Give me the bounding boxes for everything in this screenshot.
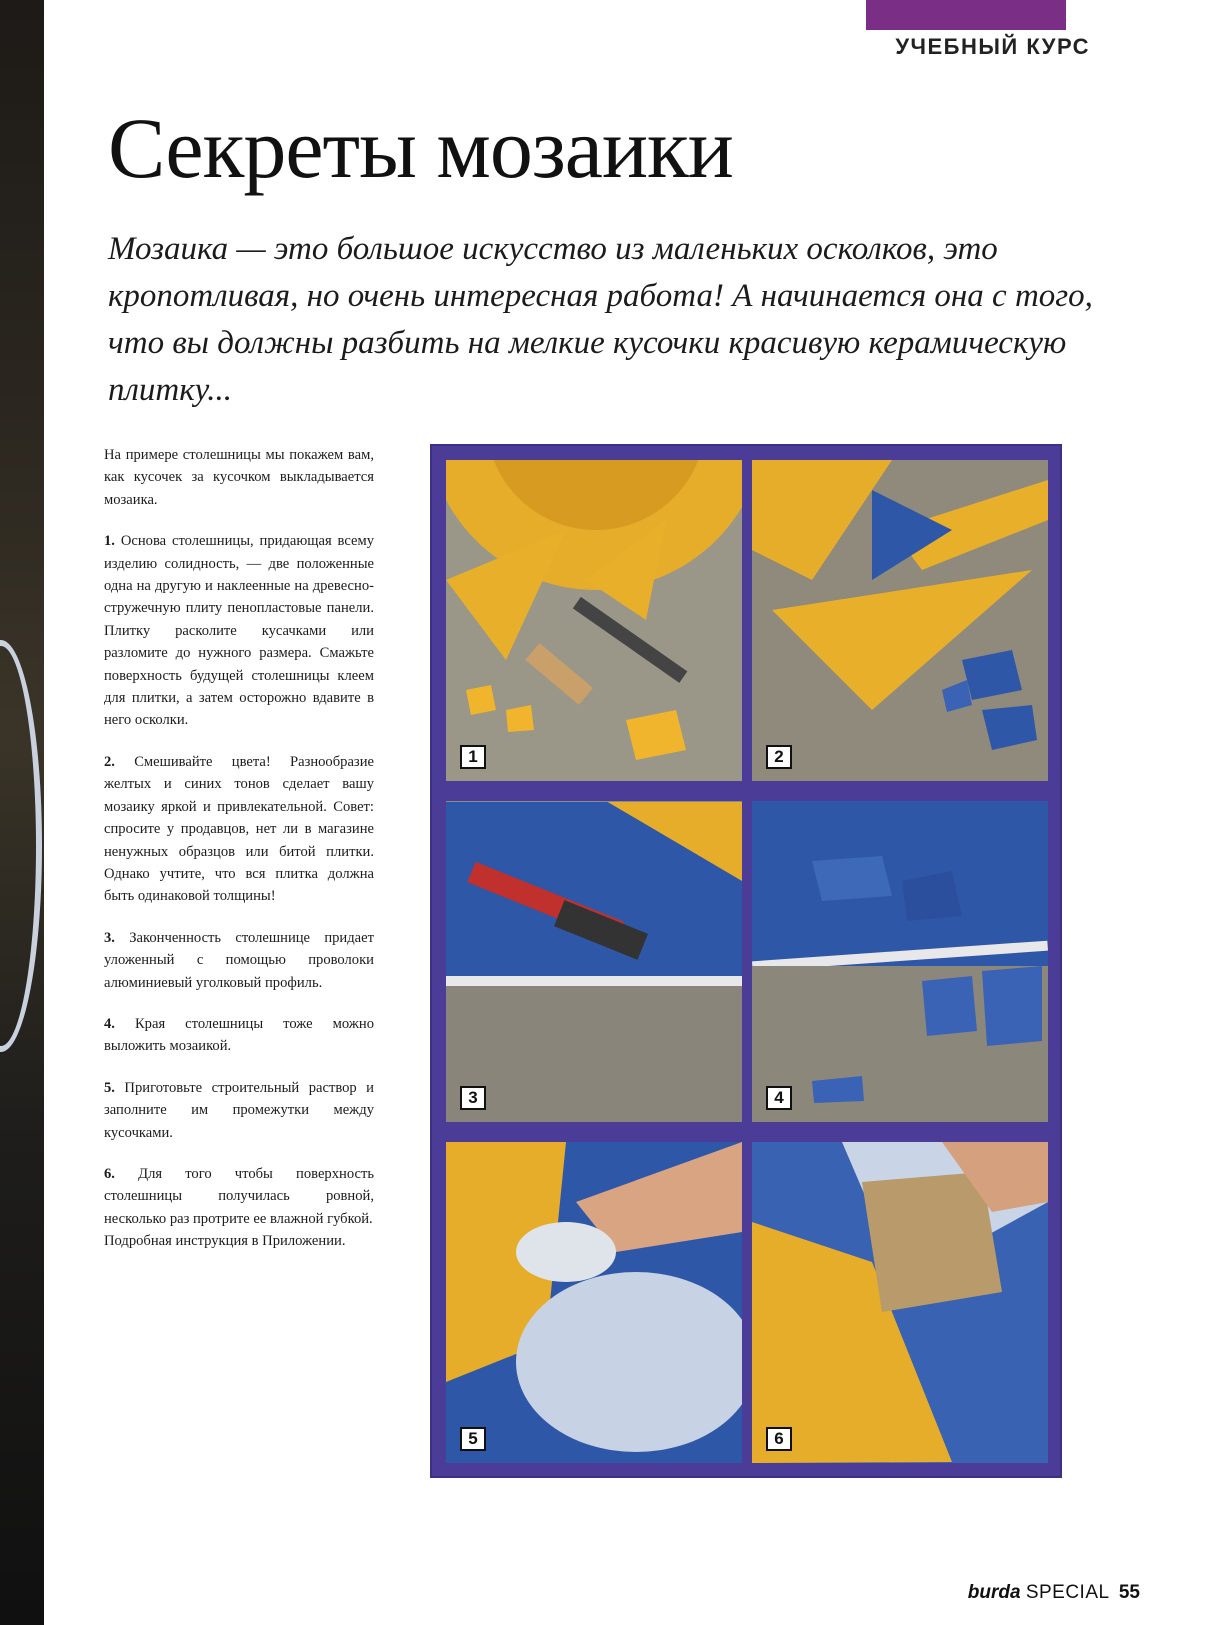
step-text: Приготовьте строительный раствор и заполните им промежутки между кусочками.: [104, 1079, 374, 1141]
mosaic-edge-profile-photo: [446, 801, 742, 1122]
step-text: Основа столешницы, придающая всему изделию солидность, — две положенные одна на другую и наклеенные на древесно-стружечную плиту пенопластовые панели. Плитку расколите кусачками или разломите до нужного размера. Смажьте поверхность будущей столешницы клеем для плитки, а затем осторожно вдавите в него осколки.: [104, 533, 374, 729]
step-photo-1: [446, 460, 742, 781]
step-number: 1.: [104, 533, 115, 550]
step-number: 3.: [104, 929, 115, 946]
step-photo-6: [752, 1142, 1048, 1463]
intro-paragraph: На примере столешницы мы покажем вам, как кусочек за кусочком выкладывается мозаика.: [104, 447, 374, 508]
step-4: [104, 1013, 374, 1058]
step-photos-panel: [430, 444, 1062, 1478]
magazine-edition: SPECIAL: [1025, 1582, 1110, 1603]
step-badge: 3: [460, 1086, 486, 1110]
left-edge-photo-strip: [0, 0, 44, 1625]
section-label: УЧЕБНЫЙ КУРС: [895, 34, 1090, 59]
step-number: 5.: [104, 1079, 115, 1096]
magazine-brand: burda: [967, 1582, 1021, 1603]
step-2: [104, 751, 374, 908]
step-photo-2: [752, 460, 1048, 781]
step-badge: 5: [460, 1427, 486, 1451]
step-5: [104, 1077, 374, 1144]
mosaic-sun-rays-photo: [752, 460, 1048, 781]
section-accent-bar: [866, 0, 1066, 30]
step-photo-5: [446, 1142, 742, 1463]
appendix-note: Подробная инструкция в Приложении.: [104, 1233, 346, 1250]
decorative-ring: [0, 640, 42, 1052]
page-footer: [968, 1582, 1140, 1604]
step-text: Смешивайте цвета! Разнообразие желтых и синих тонов сделает вашу мозаику яркой и привлекательной. Совет: спросите у продавцов, нет ли в магазине ненужных образцов или битой плитки. Однако учтите, что вся плитка должна быть одинаковой толщины!: [104, 753, 374, 905]
step-text: Законченность столешнице придает уложенный с помощью проволоки алюминиевый уголковый профиль.: [104, 929, 374, 991]
step-badge: 2: [766, 745, 792, 769]
body-column: [104, 444, 374, 1272]
step-badge: 4: [766, 1086, 792, 1110]
mosaic-grouting-photo: [446, 1142, 742, 1463]
step-1: [104, 530, 374, 732]
step-6: [104, 1163, 374, 1230]
page-title: Секреты мозаики: [108, 100, 733, 196]
step-text: Для того чтобы поверхность столешницы получилась ровной, несколько раз протрите ее влажной губкой.: [104, 1165, 374, 1227]
step-photo-4: [752, 801, 1048, 1122]
step-badge: 1: [460, 745, 486, 769]
step-3: [104, 927, 374, 994]
step-number: 2.: [104, 753, 115, 770]
mosaic-sponge-photo: [752, 1142, 1048, 1463]
step-text: Края столешницы тоже можно выложить мозаикой.: [104, 1015, 374, 1055]
step-number: 4.: [104, 1015, 115, 1032]
step-number: 6.: [104, 1165, 115, 1182]
lede-paragraph: Мозаика — это большое искусство из маленьких осколков, это кропотливая, но очень интересная работа! А начинается она с того, что вы должны разбить на мелкие кусочки красивую керамическую плитку...: [108, 231, 1093, 408]
step-badge: 6: [766, 1427, 792, 1451]
step-photo-3: [446, 801, 742, 1122]
mosaic-table-edge-photo: [752, 801, 1048, 1122]
mosaic-sun-photo: [446, 460, 742, 781]
page-number: 55: [1118, 1582, 1140, 1603]
